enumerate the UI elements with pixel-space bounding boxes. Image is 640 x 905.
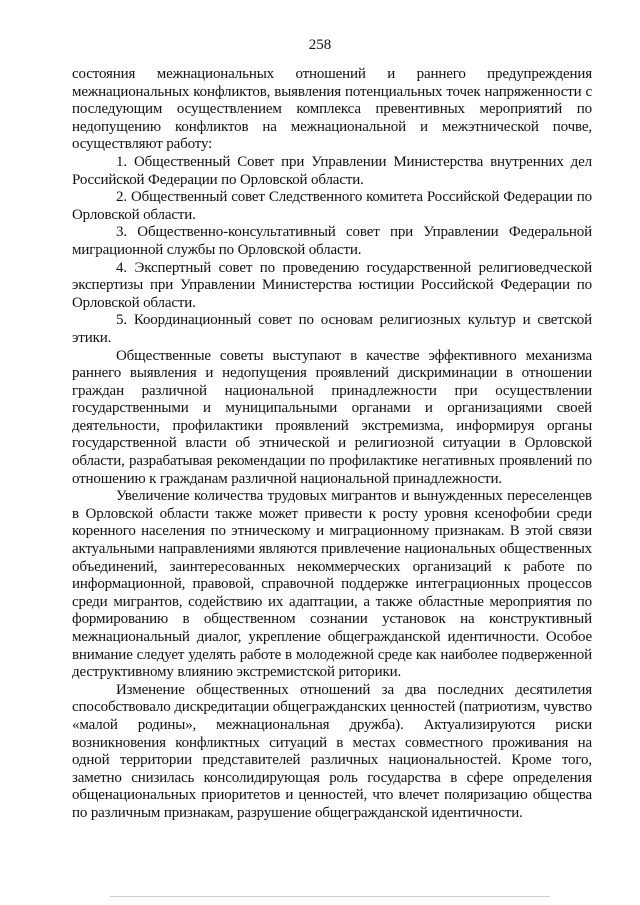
scan-edge-line <box>110 896 550 897</box>
page-number: 258 <box>308 37 332 53</box>
document-body <box>72 66 592 823</box>
list-item-2: 2. Общественный совет Следственного комитета Российской Федерации по Орловской области. <box>72 189 592 223</box>
paragraph-migrants: Увеличение количества трудовых мигрантов и вынужденных переселенцев в Орловской области также может привести к росту уровня ксенофобии среди коренного населения по этническому и миграционному признакам. В этой связи актуальными направлениями являются привлечение национальных общественных объединений, заинтересованных некоммерческих организаций к работе по информационной, правовой, справочной поддержке интеграционных процессов среди мигрантов, содействию их адаптации, а также областные мероприятия по формированию в общественном сознании установок на конструктивный межнациональный диалог, укрепление общегражданской идентичности. Особое внимание следует уделять работе в молодежной среде как наиболее подверженной деструктивному влиянию экстремистской риторики. <box>72 488 592 681</box>
paragraph-intro-continuation: состояния межнациональных отношений и раннего предупреждения межнациональных конфликтов, выявления потенциальных точек напряженности с последующим осуществлением комплекса превентивных мероприятий по недопущению конфликтов на межнациональной и межэтнической почве, осуществляют работу: <box>72 66 592 153</box>
list-item-1: 1. Общественный Совет при Управлении Министерства внутренних дел Российской Федерации по Орловской области. <box>72 153 592 188</box>
paragraph-social-changes: Изменение общественных отношений за два последних десятилетия способствовало дискредитации общегражданских ценностей (патриотизм, чувство «малой родины», межнациональная дружба). Актуализируются риски возникновения конфликтных ситуаций в местах совместного проживания на одной территории представителей различных национальностей. Кроме того, заметно снизилась консолидирующая роль государства в сфере определения общенациональных приоритетов и ценностей, что влечет поляризацию общества по различным признакам, разрушение общегражданской идентичности. <box>72 681 592 821</box>
list-item-3: 3. Общественно-консультативный совет при Управлении Федеральной миграционной службы по Орловской области. <box>72 224 592 258</box>
list-item-4: 4. Экспертный совет по проведению государственной религиоведческой экспертизы при Управлении Министерства юстиции Российской Федерации по Орловской области. <box>72 259 592 311</box>
list-item-5: 5. Координационный совет по основам религиозных культур и светской этики. <box>72 312 592 346</box>
paragraph-public-councils: Общественные советы выступают в качестве эффективного механизма раннего выявления и недопущения проявлений дискриминации в отношении граждан различной национальной принадлежности при осуществлении государственными и муниципальными органами и организациями своей деятельности, профилактики проявлений экстремизма, информируя органы государственной власти об этнической и религиозной ситуации в Орловской области, разрабатывая рекомендации по профилактике негативных проявлений по отношению к гражданам различной национальной принадлежности. <box>72 347 592 487</box>
